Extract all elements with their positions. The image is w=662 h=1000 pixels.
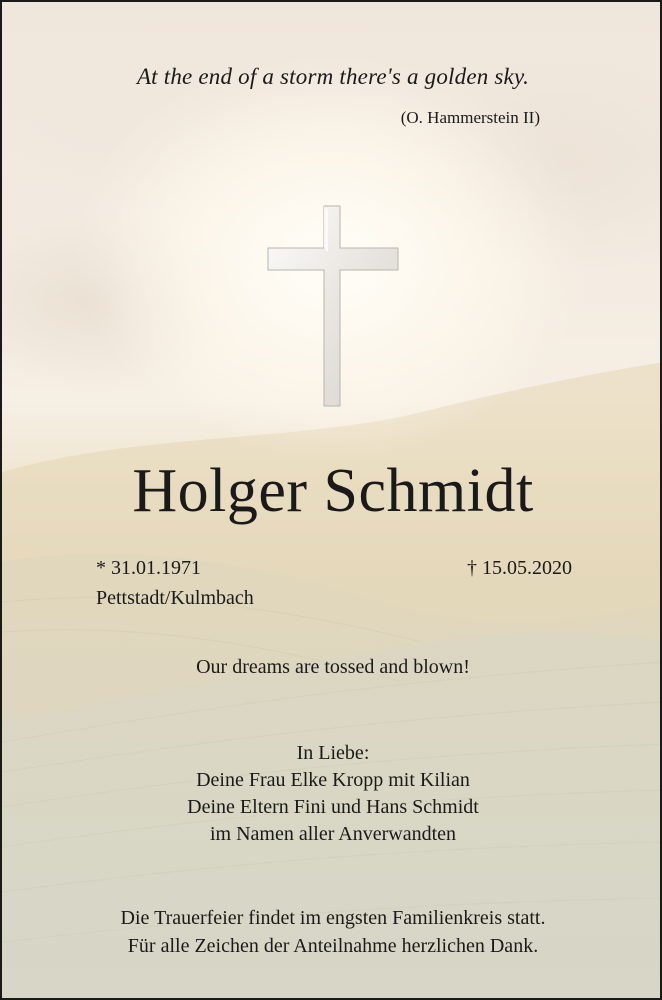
mourner-line: Deine Frau Elke Kropp mit Kilian: [196, 769, 470, 791]
mourner-line: im Namen aller Anverwandten: [209, 823, 457, 845]
mourner-line: Deine Eltern Fini und Hans Schmidt: [187, 796, 479, 818]
place-of-residence: Pettstadt/Kulmbach: [96, 587, 254, 609]
funeral-info-line: Die Trauerfeier findet im engsten Familienkreis statt.: [120, 907, 546, 929]
funeral-info-line: Für alle Zeichen der Anteilnahme herzlichen Dank.: [127, 935, 539, 957]
cross-icon: [2, 2, 662, 422]
quote-author: (O. Hammerstein II): [400, 108, 540, 127]
mourners-intro: In Liebe:: [296, 742, 370, 764]
deceased-name: Holger Schmidt: [132, 457, 534, 525]
mourners-block: [2, 740, 662, 848]
notice-content: [2, 2, 662, 1000]
birth-date: * 31.01.1971: [96, 557, 201, 579]
quote-text: At the end of a storm there's a golden sky.: [136, 64, 530, 89]
death-date: † 15.05.2020: [467, 557, 572, 579]
funeral-info: [2, 904, 662, 960]
motto-text: Our dreams are tossed and blown!: [196, 656, 470, 678]
